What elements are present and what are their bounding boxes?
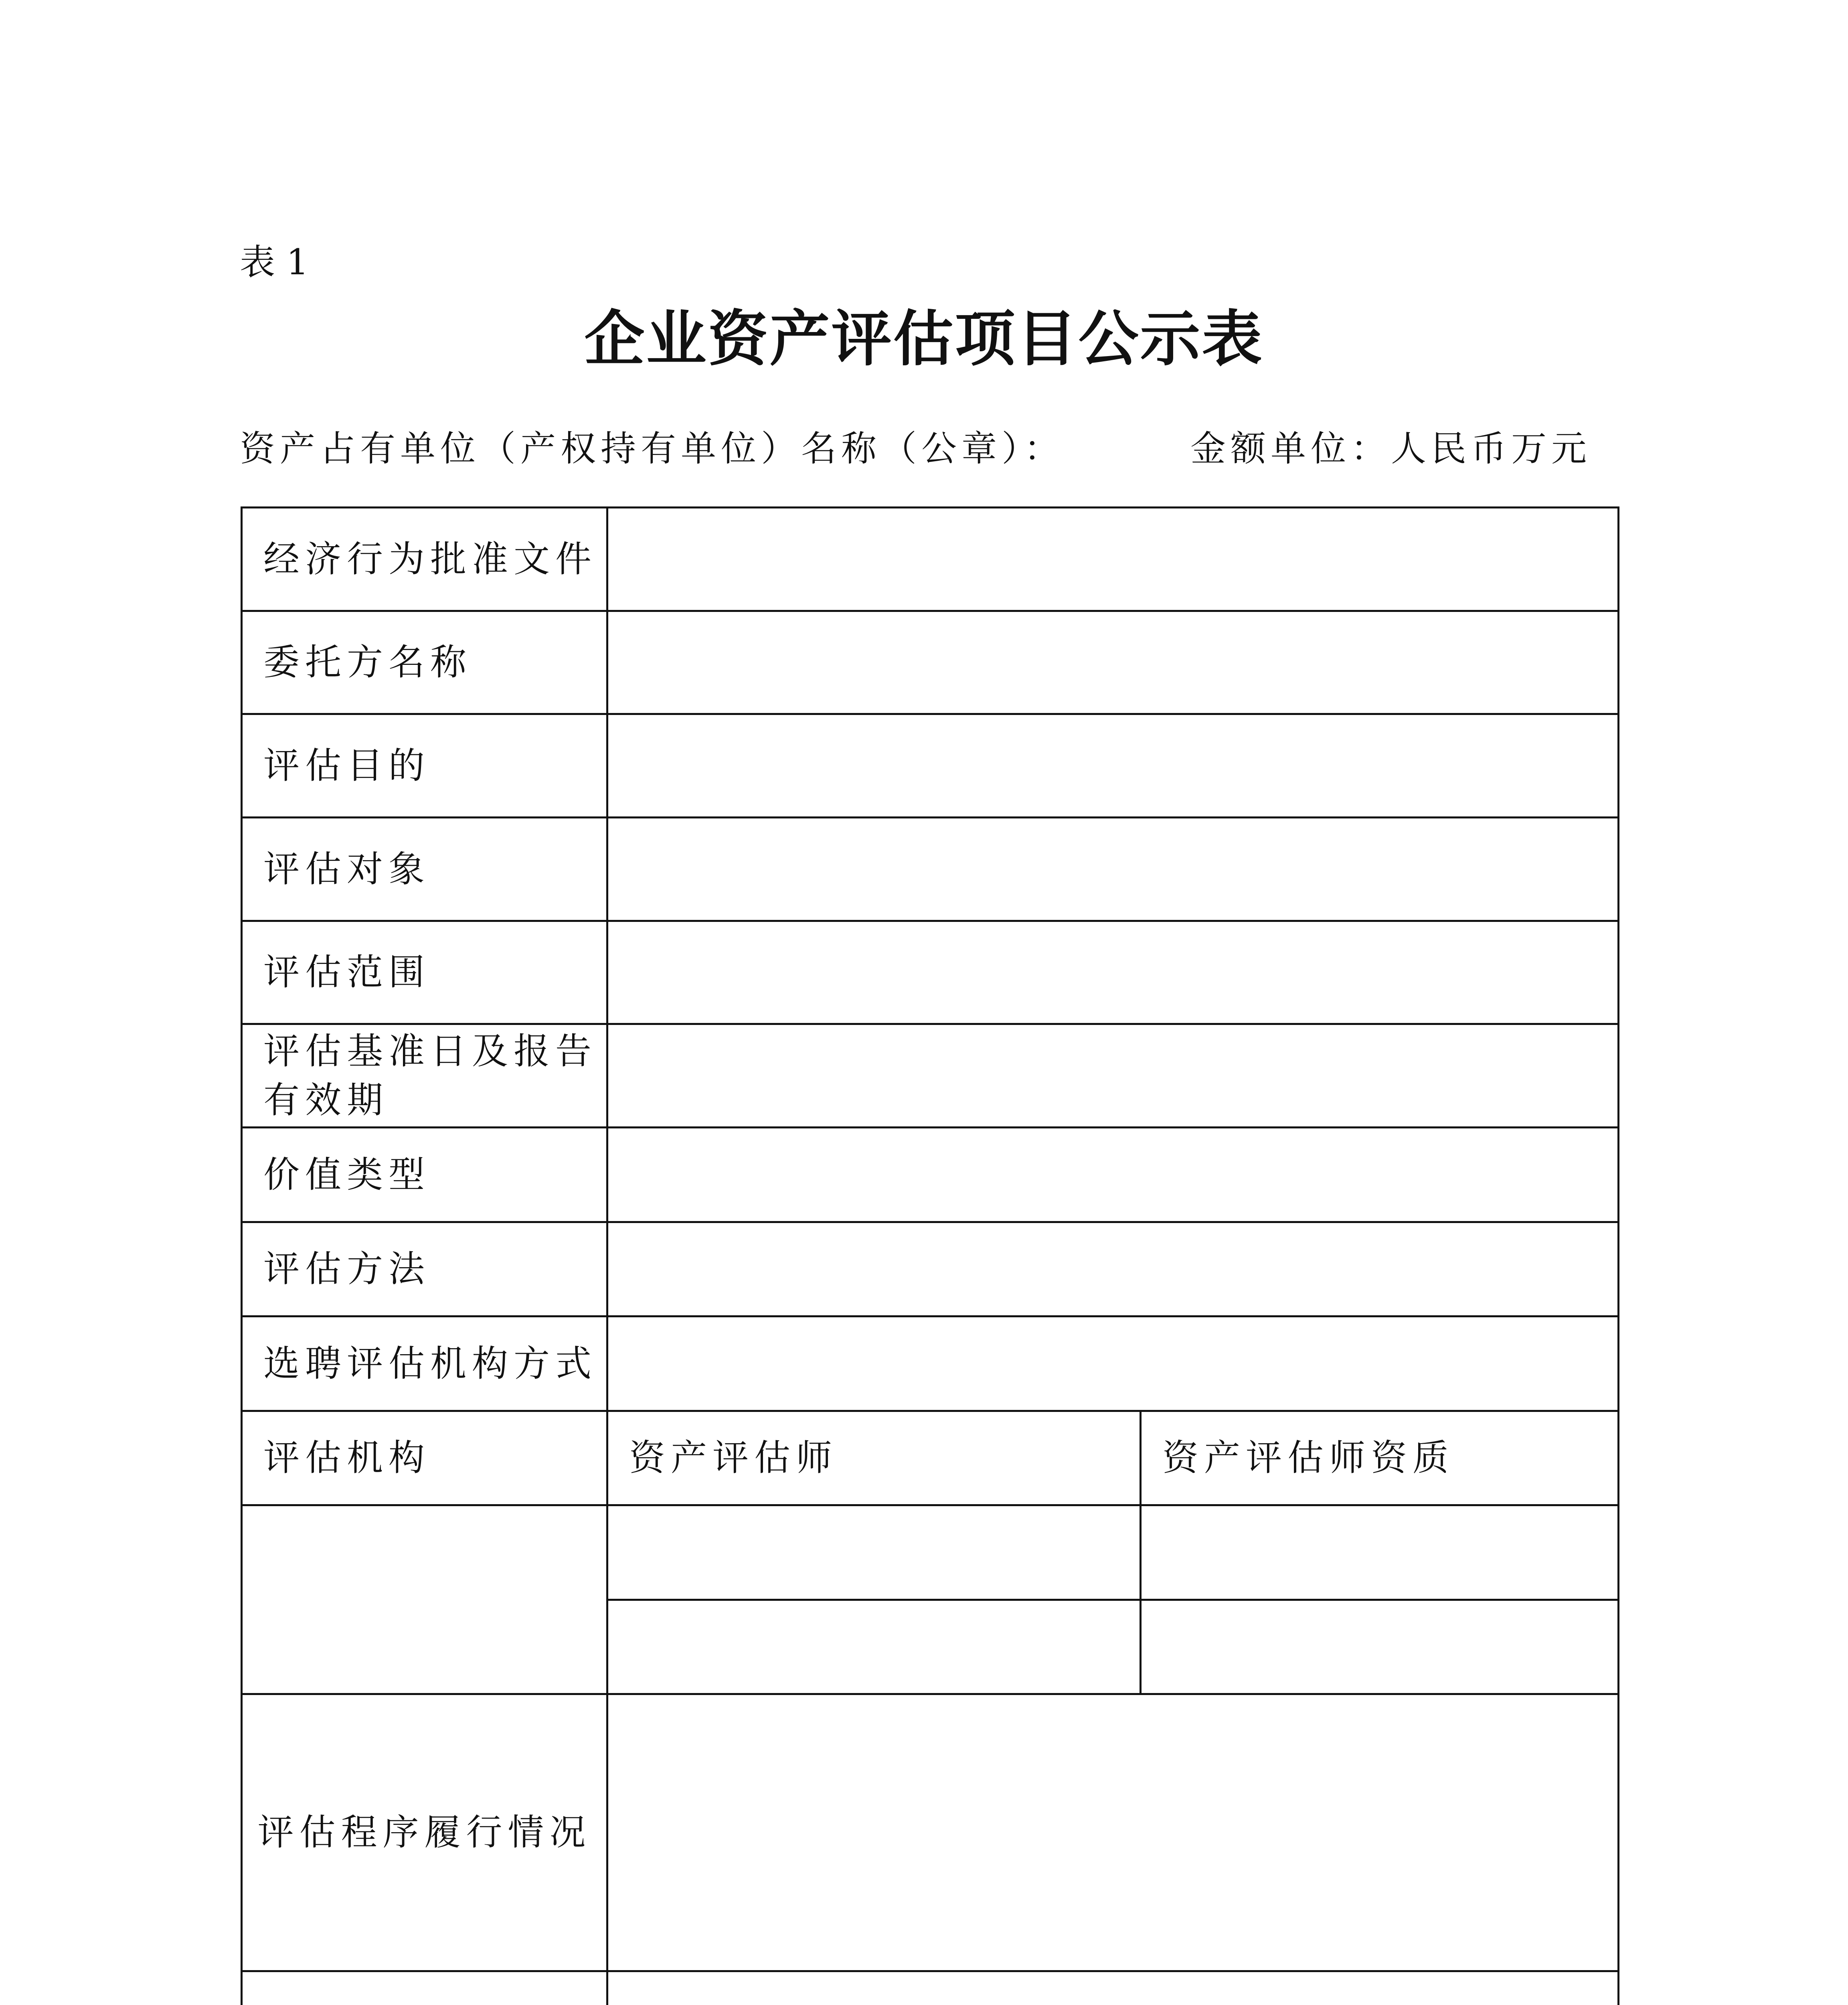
table-row [242,508,1619,611]
appraiser-field-2[interactable] [607,1600,1141,1694]
amount-unit-label: 金额单位：人民币万元 [1190,428,1591,469]
base-date-label-line2: 有效期 [263,1079,389,1121]
procedure-field[interactable] [607,1694,1619,1971]
table-row [242,611,1619,714]
base-date-field[interactable] [607,1024,1619,1128]
document-title: 企业资产评估项目公示表 [584,304,1264,374]
client-name-field[interactable] [607,611,1619,714]
table-row [242,1128,1619,1222]
base-date-label-line1: 评估基准日及报告 [263,1030,597,1073]
header-agency: 评估机构 [242,1411,607,1505]
method-field[interactable] [607,1222,1619,1316]
row-label-value-type: 价值类型 [242,1128,607,1222]
appraiser-qualification-field-2[interactable] [1141,1600,1619,1694]
row-label-summary [242,1971,607,2005]
table-row [242,1694,1619,1971]
table-row [242,1024,1619,1128]
table-row [242,818,1619,921]
row-label-purpose: 评估目的 [242,714,607,818]
purpose-field[interactable] [607,714,1619,818]
table-row [242,714,1619,818]
appraiser-field-1[interactable] [607,1505,1141,1600]
agency-field[interactable] [242,1505,607,1694]
value-type-field[interactable] [607,1128,1619,1222]
row-label-procedure: 评估程序履行情况 [242,1694,607,1971]
table-row [242,1505,1619,1600]
header-appraiser-qualification: 资产评估师资质 [1141,1411,1619,1505]
table-row [242,1971,1619,2005]
table-row [242,921,1619,1024]
row-label-scope: 评估范围 [242,921,607,1024]
object-field[interactable] [607,818,1619,921]
summary-field[interactable] [607,1971,1619,2005]
row-label-object: 评估对象 [242,818,607,921]
table-row [242,1316,1619,1411]
table-row [242,1222,1619,1316]
disclosure-form-table [241,506,1619,2005]
row-label-method: 评估方法 [242,1222,607,1316]
scope-field[interactable] [607,921,1619,1024]
approval-doc-field[interactable] [607,508,1619,611]
row-label-base-date [242,1024,607,1128]
header-appraiser: 资产评估师 [607,1411,1141,1505]
table-row [242,1411,1619,1505]
table-number-label: 表 1 [240,241,309,283]
row-label-selection: 选聘评估机构方式 [242,1316,607,1411]
row-label-client-name: 委托方名称 [242,611,607,714]
row-label-approval-doc: 经济行为批准文件 [242,508,607,611]
appraiser-qualification-field-1[interactable] [1141,1505,1619,1600]
selection-field[interactable] [607,1316,1619,1411]
owner-label: 资产占有单位（产权持有单位）名称（公章）： [240,428,1065,469]
